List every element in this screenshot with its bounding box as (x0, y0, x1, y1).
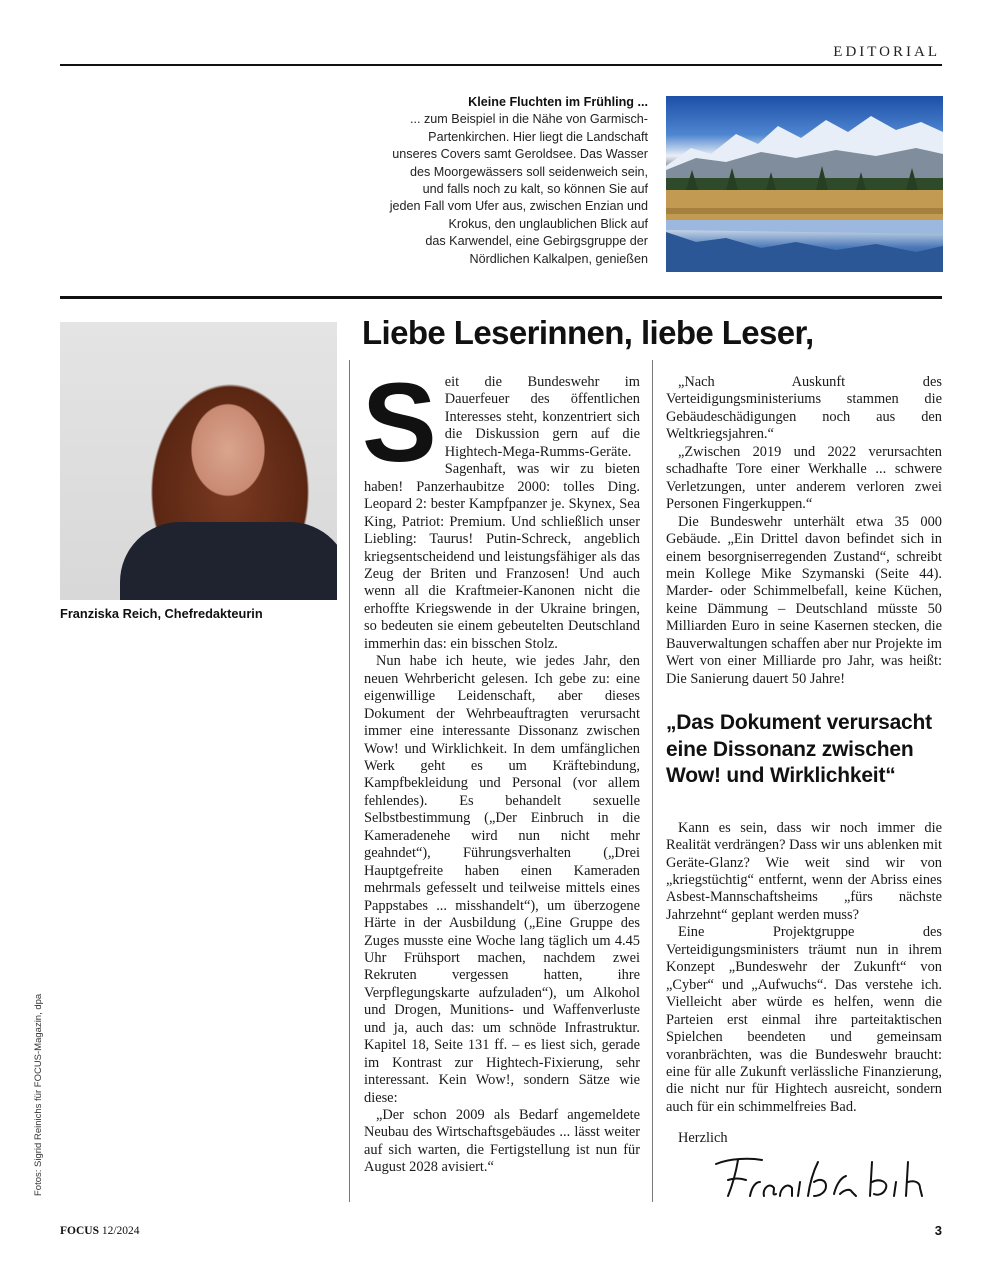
footer-brand: FOCUS (60, 1225, 99, 1237)
drop-cap: S (362, 360, 437, 485)
teaser-line: Nördlichen Kalkalpen, genießen (469, 251, 648, 266)
section-label: EDITORIAL (833, 44, 940, 60)
article-column-1 (362, 360, 640, 1177)
editor-portrait (60, 322, 337, 600)
top-rule (60, 64, 942, 66)
teaser-title: Kleine Fluchten im Frühling ... (468, 95, 648, 109)
paragraph: Nun habe ich heute, wie jedes Jahr, den neuen Wehrbericht gelesen. Ich gebe zu: eine eigenwillige Leidenschaft, aber dieses Dokument der Wehrbeauftragten verursacht immer eine interessante Dissonanz zwischen Wow! und Wirklichkeit. In dem umfänglichen Werk geht es um Kräftebindung, Kampfbekleidung und Personal (vor allem fehlendes). Es behandelt sexuelle Selbstbestimmung („Der Einbruch in die Kameradenehe wird nun nicht mehr geahndet“), Führungsverhalten („Drei Hauptgefreite haben einen Kameraden mehrmals gefesselt und teilweise mittels eines Pappstabes ... misshandelt“), um überzogene Härte in der Ausbildung („Eine Gruppe des Zuges musste eine Woche lang täglich um 4.45 Uhr Frühsport machen, nachdem zwei Rekruten vergessen hatten, ihre Verpflegungskarte aufzuladen“), um Alkohol und Drogen, Munitions- und Waffenverluste und ja, auch das: um schnöde Infrastruktur. Kapitel 18, Seite 131 ff. – es liest sich, gerade im Kontrast zur Hightech-Fixierung, sehr interessant. Kein Wow!, sondern Sätze wie diese: (364, 653, 640, 1106)
teaser-line: das Karwendel, eine Gebirgsgruppe der (425, 234, 648, 249)
teaser-line: Krokus, den unglaublichen Blick auf (448, 216, 648, 231)
paragraph-text: eit die Bundeswehr im Dauerfeuer des öffentlichen Interesses steht, konzentriert sich die Diskussion gern auf die Hightech-Mega-Rumms-Geräte. Sagenhaft, was wir zu bieten haben! Panzerhaubitze 2000: tolles Ding. Leopard 2: bester Kampfpanzer je. Skynex, Sea King, Patriot: Premium. Und schließlich unser Liebling: Taurus! Putin-Schreck, angeblich kriegsentscheidend und leistungsfähiger als das Zeug der Briten und Franzosen! Und auch wenn all die Kraftmeier-Kanonen nicht die erhoffte Kriegswende in der Ukraine bringen, so bedeuten sie einem gebeutelten Deutschland immerhin das: ein bisschen Stolz. (364, 374, 640, 652)
teaser-line: Partenkirchen. Hier liegt die Landschaft (428, 129, 648, 144)
cover-teaser (340, 94, 648, 268)
teaser-line: jeden Fall vom Ufer aus, zwischen Enzian und (389, 199, 648, 214)
page-number: 3 (934, 1223, 942, 1238)
paragraph (362, 360, 640, 653)
article-column-2 (666, 374, 942, 1202)
paragraph: „Zwischen 2019 und 2022 verursachten schadhafte Tore einer Werkhalle ... schwere Verletzungen, unter anderem verloren zwei Personen Fingerkuppen.“ (666, 443, 942, 513)
signature (710, 1152, 940, 1202)
editorial-headline: Liebe Leserinnen, liebe Leser, (362, 314, 814, 351)
mountain-lake-illustration (666, 96, 943, 272)
footer-issue (60, 1225, 140, 1237)
closing-line: Herzlich (678, 1130, 728, 1147)
section-rule (60, 296, 942, 299)
teaser-line: ... zum Beispiel in die Nähe von Garmisch- (410, 112, 648, 127)
paragraph: Kann es sein, dass wir noch immer die Realität verdrängen? Dass wir uns ablenken mit Geräte-Glanz? Wie weit sind wir von „kriegstüchtig“ entfernt, wenn der Abriss eines Asbest-Mannschaftsheims „fürs nächste Jahrzehnt“ geplant werden muss? (666, 819, 942, 923)
paragraph: Die Bundeswehr unterhält etwa 35 000 Gebäude. „Ein Drittel davon befindet sich in einem besorgniserregenden Zustand“, schreibt mein Kollege Mike Szymanski (Seite 44). Marder- oder Schimmelbefall, keine Küchen, keine Dämmung – Deutschland müsste 50 Milliarden Euro in seine Kasernen stecken, die Bauverwaltungen schaffen aber nur Projekte im Wert von einer Milliarde pro Jahr, was heißt: Die Sanierung dauert 50 Jahre! (666, 513, 942, 687)
paragraph: „Der schon 2009 als Bedarf angemeldete Neubau des Wirtschaftsgebäudes ... lässt weiter auf sich warten, die Fertigstellung ist nun für August 2028 avisiert.“ (364, 1107, 640, 1176)
photo-credit: Fotos: Sigrid Reinichs für FOCUS-Magazin, dpa (33, 993, 44, 1196)
teaser-line: des Moorgewässers soll seidenweich sein, (410, 164, 648, 179)
portrait-caption: Franziska Reich, Chefredakteurin (60, 606, 263, 621)
column-divider (349, 360, 350, 1202)
landscape-photo (666, 96, 943, 272)
column-divider (652, 360, 653, 1202)
teaser-line: und falls noch zu kalt, so können Sie auf (422, 182, 648, 197)
portrait-jacket (120, 522, 337, 600)
paragraph: „Nach Auskunft des Verteidigungsministeriums stammen die Gebäudeschädigungen noch aus den Weltkriegsjahren.“ (666, 374, 942, 443)
paragraph: Eine Projektgruppe des Verteidigungsministers träumt nun in ihrem Konzept „Bundeswehr der Zukunft“ von „Cyber“ und „Aufwuchs“. Das verstehe ich. Vielleicht aber würde es helfen, wenn die Parteien erst einmal ihre parteitaktischen Spielchen beendeten und gemeinsam voranbrächten, was die Bundeswehr braucht: eine für alle Zukunft verlässliche Finanzierung, die nicht nur für Hightech ausreicht, sondern auch für ein schimmelfreies Bad. (666, 924, 942, 1115)
teaser-line: unseres Covers samt Geroldsee. Das Wasser (392, 147, 648, 162)
pull-quote: „Das Dokument verursacht eine Dissonanz zwischen Wow! und Wirklichkeit“ (666, 711, 932, 788)
footer-issue-number: 12/2024 (101, 1225, 140, 1237)
